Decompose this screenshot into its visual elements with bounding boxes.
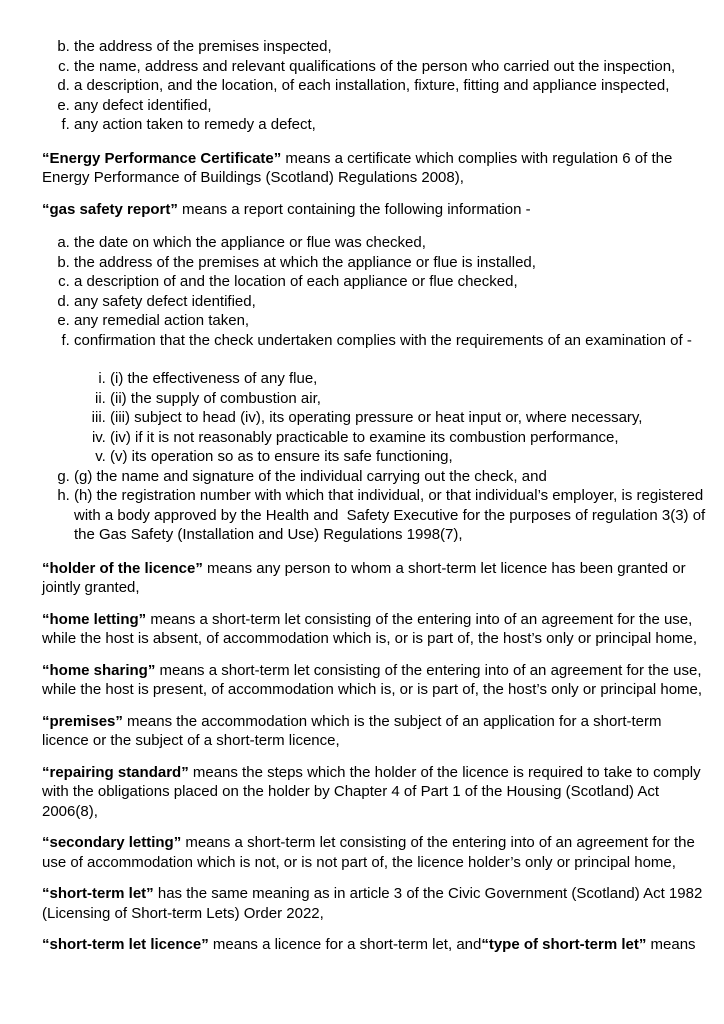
definition-holder-of-the-licence [42, 559, 710, 598]
gas-safety-report-list [42, 233, 710, 545]
list-item-e: e. any remedial action taken, [74, 311, 710, 331]
defined-term: “repairing standard” [42, 763, 189, 781]
list-item-h: h. (h) the registration number with which that individual, or that individual’s employer, is registered with a body approved by the Health and Safety Executive for the purposes of regulation 3(3) of the Gas Safety (Installation and Use) Regulations 1998(7), [74, 486, 710, 545]
list-item-b: b. the address of the premises at which the appliance or flue is installed, [74, 253, 710, 273]
list-item-g: g. (g) the name and signature of the individual carrying out the check, and [74, 467, 710, 487]
definition-text: means [646, 936, 696, 953]
defined-term: “Energy Performance Certificate” [42, 149, 282, 167]
definition-text: means any person to whom a short-term let licence has been granted or jointly granted, [42, 559, 686, 596]
list-item-e: e. any defect identified, [74, 96, 710, 116]
definition-text: means a short-term let consisting of the entering into of an agreement for the use, while the host is present, of accommodation which is, or is part of, the host’s only or principal home, [42, 661, 703, 698]
sublist-item-i: i. (i) the effectiveness of any flue, [110, 369, 710, 389]
list-item-b: b. the address of the premises inspected, [74, 37, 710, 57]
list-item-c: c. the name, address and relevant qualifications of the person who carried out the inspection, [74, 57, 710, 77]
definition-gas-safety-report [42, 200, 710, 220]
definition-text: means the steps which the holder of the licence is required to take to comply with the obligations placed on the holder by Chapter 4 of Part 1 of the Housing (Scotland) Act 2006(8), [42, 763, 701, 820]
list-item-a: a. the date on which the appliance or flue was checked, [74, 233, 710, 253]
defined-term: “gas safety report” [42, 200, 178, 218]
defined-term: “premises” [42, 712, 123, 730]
list-item-f [74, 331, 710, 467]
definition-text: means a short-term let consisting of the entering into of an agreement for the use of accommodation which is not, or is not part of, the licence holder’s only or principal home, [42, 834, 695, 871]
definition-text: means a report containing the following information - [177, 200, 531, 218]
definition-home-letting [42, 610, 710, 649]
definition-text: has the same meaning as in article 3 of the Civic Government (Scotland) Act 1982 (Licensing of Short-term Lets) Order 2022, [42, 885, 703, 922]
sublist-item-ii: ii. (ii) the supply of combustion air, [110, 389, 710, 409]
definition-text: means a licence for a short-term let, and [208, 936, 482, 953]
list-item-f: f. any action taken to remedy a defect, [74, 115, 710, 135]
definition-home-sharing [42, 661, 710, 700]
defined-term: “secondary letting” [42, 834, 182, 851]
defined-term: “short-term let” [42, 885, 154, 902]
definition-text: means a short-term let consisting of the entering into of an agreement for the use, while the host is absent, of accommodation which is, or is part of, the host’s only or principal home, [42, 610, 698, 647]
definition-secondary-letting [42, 833, 710, 872]
defined-term: “type of short-term let” [481, 936, 647, 953]
sublist-item-iii: iii. (iii) subject to head (iv), its operating pressure or heat input or, where necessary, [110, 408, 710, 428]
definition-premises [42, 712, 710, 751]
definition-short-term-let [42, 884, 710, 923]
list-item-c: c. a description of and the location of each appliance or flue checked, [74, 272, 710, 292]
sublist-item-v: v. (v) its operation so as to ensure its safe functioning, [110, 447, 710, 467]
list-item-d: d. a description, and the location, of each installation, fixture, fitting and appliance inspected, [74, 76, 710, 96]
defined-term: “short-term let licence” [42, 936, 209, 953]
definition-text: means a certificate which complies with regulation 6 of the Energy Performance of Buildings (Scotland) Regulations 2008), [42, 149, 673, 186]
defined-term: “home letting” [42, 610, 147, 628]
definition-text: means the accommodation which is the subject of an application for a short-term licence or the subject of a short-term licence, [42, 712, 662, 749]
defined-term: “holder of the licence” [42, 559, 203, 577]
definition-short-term-let-licence [42, 935, 710, 955]
definition-repairing-standard [42, 763, 710, 822]
sublist-item-iv: iv. (iv) if it is not reasonably practicable to examine its combustion performance, [110, 428, 710, 448]
list-item-d: d. any safety defect identified, [74, 292, 710, 312]
definition-energy-performance-certificate [42, 149, 710, 188]
examination-sublist [74, 369, 710, 467]
defined-term: “home sharing” [42, 661, 156, 679]
list-item-text: confirmation that the check undertaken complies with the requirements of an examination of - [74, 331, 692, 349]
epc-report-list [42, 37, 710, 135]
